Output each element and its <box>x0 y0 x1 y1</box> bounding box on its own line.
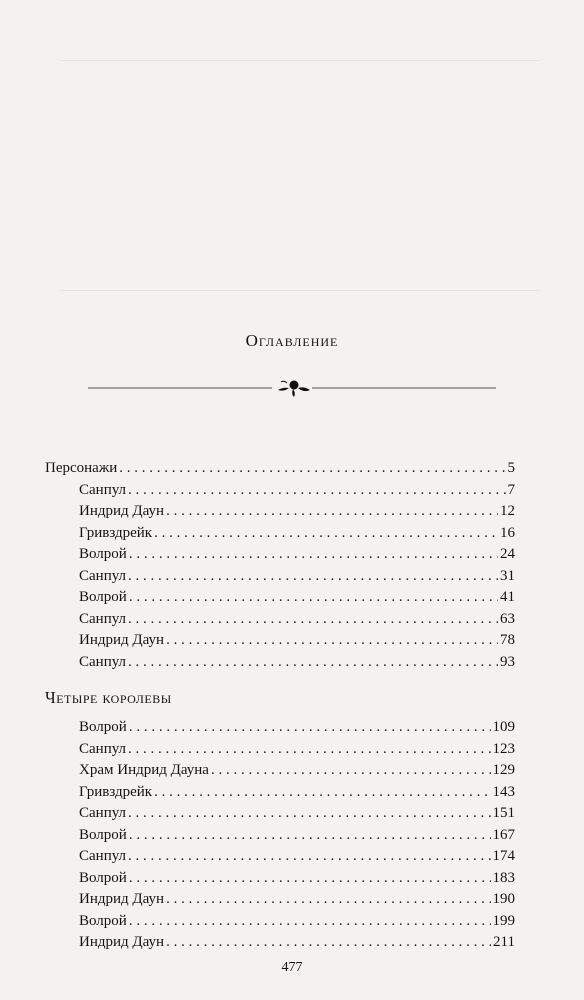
toc-entry[interactable] <box>45 544 515 566</box>
toc-entry-page: 109 <box>492 719 515 735</box>
toc-entry-label: Волрой <box>79 826 127 843</box>
dot-leader <box>129 587 498 609</box>
dot-leader <box>129 868 491 890</box>
toc-entry-label: Гривздрейк <box>79 783 153 800</box>
toc-entry-page: 151 <box>492 805 515 821</box>
toc-entry-page: 211 <box>493 934 515 950</box>
toc-entry[interactable] <box>45 846 515 868</box>
dot-leader <box>128 480 505 502</box>
ghost-rule <box>60 60 540 61</box>
toc-entry-page: 167 <box>492 826 515 843</box>
ornament-divider <box>88 378 496 398</box>
dot-leader <box>129 544 498 566</box>
toc-entry-page: 41 <box>500 589 515 605</box>
flower-icon <box>278 381 310 398</box>
dot-leader <box>166 501 498 523</box>
toc-entry-page: 183 <box>492 869 515 886</box>
toc-entry-page: 31 <box>500 567 515 584</box>
toc-entry-label: Санпул <box>79 805 127 821</box>
dot-leader <box>128 609 498 631</box>
toc-entry[interactable] <box>45 717 515 739</box>
toc-entry[interactable] <box>45 803 515 825</box>
ornament-svg <box>88 378 496 398</box>
dot-leader <box>211 760 491 782</box>
toc-entry-label: Санпул <box>79 848 127 864</box>
toc-entry-label: Волрой <box>79 869 127 886</box>
toc-entry[interactable] <box>45 911 515 933</box>
table-of-contents <box>45 458 515 954</box>
dot-leader <box>129 717 491 739</box>
bleed-through-background <box>40 40 560 420</box>
toc-entry[interactable] <box>45 501 515 523</box>
toc-entry-label: Храм Индрид Дауна <box>79 762 209 778</box>
toc-entry-label: Санпул <box>79 567 127 584</box>
toc-entry-page: 199 <box>492 912 515 929</box>
page-title: Оглавление <box>245 331 339 350</box>
dot-leader <box>129 825 491 847</box>
toc-entry-label: Волрой <box>79 912 127 929</box>
toc-entry-page: 24 <box>500 546 515 562</box>
toc-entry-page: 174 <box>492 848 515 864</box>
dot-leader <box>166 932 491 954</box>
toc-entry-page: 12 <box>500 503 515 519</box>
toc-entry-label: Санпул <box>79 653 127 670</box>
toc-entry-label: Индрид Даун <box>79 891 165 907</box>
toc-entry[interactable] <box>45 652 515 674</box>
dot-leader <box>128 652 498 674</box>
toc-entry-label: Индрид Даун <box>79 934 165 950</box>
toc-entry-page: 123 <box>492 740 515 757</box>
toc-entry-label: Волрой <box>79 589 127 605</box>
dot-leader <box>129 911 491 933</box>
ghost-rule <box>60 290 540 291</box>
dot-leader <box>166 630 498 652</box>
toc-entry[interactable] <box>45 889 515 911</box>
dot-leader <box>154 523 498 545</box>
toc-entry-page: 190 <box>492 891 515 907</box>
toc-entry-label: Санпул <box>79 481 127 498</box>
toc-entry[interactable] <box>45 782 515 804</box>
toc-entry-label: Волрой <box>79 719 127 735</box>
toc-entry-label: Гривздрейк <box>79 524 153 541</box>
part-heading: Четыре королевы <box>45 688 172 707</box>
dot-leader <box>128 566 498 588</box>
toc-entry[interactable] <box>45 480 515 502</box>
dot-leader <box>154 782 490 804</box>
toc-entry-page: 93 <box>500 653 515 670</box>
dot-leader <box>128 846 490 868</box>
toc-entry-page: 7 <box>507 481 515 498</box>
dot-leader <box>166 889 490 911</box>
toc-entry[interactable] <box>45 739 515 761</box>
part2-entries <box>45 717 515 954</box>
toc-entry[interactable] <box>45 825 515 847</box>
toc-entry-page: 143 <box>492 783 515 800</box>
toc-entry-label: Индрид Даун <box>79 632 165 648</box>
dot-leader <box>128 803 490 825</box>
toc-entry[interactable] <box>45 868 515 890</box>
toc-entry[interactable] <box>45 609 515 631</box>
toc-entry-label: Волрой <box>79 546 127 562</box>
toc-entry-label: Санпул <box>79 740 127 757</box>
toc-entry-page: 16 <box>500 524 515 541</box>
toc-entry[interactable] <box>45 630 515 652</box>
dot-leader <box>119 458 505 480</box>
toc-entry-label: Индрид Даун <box>79 503 165 519</box>
page-number: 477 <box>281 960 303 975</box>
toc-entry-page: 129 <box>492 762 515 778</box>
part1-entries <box>45 480 515 674</box>
toc-entry[interactable] <box>45 523 515 545</box>
toc-entry[interactable] <box>45 566 515 588</box>
toc-entry-page: 63 <box>500 610 515 627</box>
dot-leader <box>128 739 490 761</box>
toc-entry[interactable] <box>45 587 515 609</box>
toc-entry-characters[interactable]: Персонажи . . . 5 <box>45 458 515 480</box>
toc-entry-page: 78 <box>500 632 515 648</box>
toc-entry[interactable] <box>45 760 515 782</box>
toc-entry[interactable] <box>45 932 515 954</box>
toc-entry-label: Санпул <box>79 610 127 627</box>
